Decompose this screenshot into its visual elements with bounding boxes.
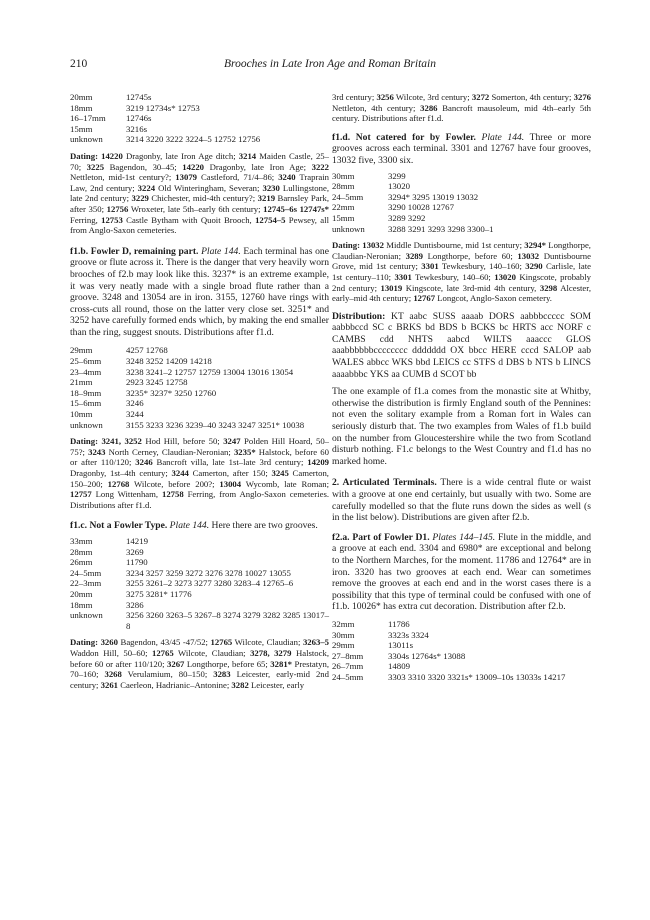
dating-paragraph: Dating: 3260 Bagendon, 43/45 -47/52; 12765 Wilcote, Claudian; 3263–5 Waddon Hill, 50–60; 12765 Wilcote, Claudian; 3278, 3279 Halstock, before 60 or after 110/120; 3267 Longthorpe, before 65; 3281* Prestatyn, 70–160; 3268 Verulamium, 80–150; 3283 Leicester, early-mid 2nd century; 3261 Caerleon, Hadrianic–Antonine; 3282 Leicester, early (70, 637, 329, 690)
size-row (332, 640, 591, 651)
size-cell: 22mm (332, 202, 355, 213)
size-cell: 26–7mm (332, 661, 364, 672)
size-row (332, 619, 591, 630)
size-row (70, 600, 329, 611)
size-cell: 30mm (332, 629, 355, 640)
size-row (70, 568, 329, 579)
catalogue-refs: 3256 3260 3263–5 3267–8 3274 3279 3282 3285 13017–8 (126, 610, 329, 631)
section-heading: f1.d. Not catered for by Fowler. (332, 131, 476, 143)
size-row (332, 202, 591, 213)
size-row (332, 181, 591, 192)
catalogue-refs: 3235* 3237* 3250 12760 (126, 387, 217, 398)
size-row (70, 345, 329, 356)
catalogue-refs: 3255 3261–2 3273 3277 3280 3283–4 12765–6 (126, 578, 294, 589)
size-cell: 18mm (70, 102, 93, 113)
running-head (70, 58, 590, 74)
size-cell: 28mm (70, 546, 93, 557)
size-cell: 20mm (70, 588, 93, 599)
catalogue-refs: 12746s (126, 113, 152, 124)
size-cell: 15–6mm (70, 398, 102, 409)
size-table (332, 171, 591, 235)
plate-reference: Plate 144. (169, 520, 210, 532)
size-row (70, 103, 329, 114)
size-row (332, 651, 591, 662)
size-cell: 25–6mm (70, 356, 102, 367)
size-row (70, 367, 329, 378)
catalogue-refs: 3323s 3324 (388, 629, 429, 640)
size-cell: 26mm (70, 557, 93, 568)
size-row (70, 578, 329, 589)
page-number: 210 (70, 58, 88, 70)
section-f1d (332, 132, 591, 167)
size-table (70, 536, 329, 631)
catalogue-refs: 3246 (126, 398, 144, 409)
size-row (70, 589, 329, 600)
left-column (70, 92, 329, 690)
size-cell: 29mm (70, 345, 93, 356)
section-heading: f2.a. Part of Fowler D1. (332, 531, 430, 543)
distribution-codes: KT aabc SUSS aaaab DORS aabbbccccc SOM aabbbccd SC c BRKS bd BDS b BCKS bc HRTS acc NORF c CAMBS cdd NHTS aabcd WILTS aaaccc GLOS aaabbbbbbcccccccc ddddddd OX bbcc HERE cccd SALOP aab WALES abbcc WKS bbd LEICS cc STFS d DBS b NTS b LINCS aaaabbbc YKS aa CUMB d SCOT bb (332, 310, 591, 380)
size-row (70, 92, 329, 103)
catalogue-refs: 3219 12734s* 12753 (126, 102, 200, 113)
size-cell: 24–5mm (332, 191, 364, 202)
distribution-label: Distribution: (332, 310, 386, 322)
dating-continuation: 3rd century; 3256 Wilcote, 3rd century; 3272 Somerton, 4th century; 3276 Nettleton, 4th century; 3286 Bancroft mausoleum, mid 4th–early 5th century. Distributions after f1.d. (332, 92, 591, 124)
section-f2a (332, 532, 591, 613)
catalogue-refs: 3248 3252 14209 14218 (126, 356, 212, 367)
size-row (332, 192, 591, 203)
section-f1c (70, 520, 329, 532)
size-row (332, 661, 591, 672)
size-row (70, 134, 329, 145)
size-row (70, 536, 329, 547)
catalogue-refs: 12745s (126, 92, 152, 102)
size-cell: 21mm (70, 377, 93, 388)
catalogue-refs: 13011s (388, 640, 414, 651)
size-row (332, 672, 591, 683)
size-row (70, 113, 329, 124)
right-column (332, 92, 591, 683)
dating-paragraph: Dating: 13032 Middle Duntisbourne, mid 1st century; 3294* Longthorpe, Claudian-Neronian; 3289 Longthorpe, before 60; 13032 Duntisbourne Grove, mid 1st century; 3301 Tewkesbury, 140–160; 3290 Carlisle, late 1st century–110; 3301 Tewkesbury, 140–60; 13020 Kingscote, probably 2nd century; 13019 Kingscote, late 3rd-mid 4th century, 3298 Alcester, early–mid 4th century; 12767 Longcot, Anglo-Saxon cemetery. (332, 240, 592, 304)
size-cell: unknown (70, 610, 103, 621)
catalogue-refs: 3238 3241–2 12757 12759 13004 13016 13054 (126, 366, 294, 377)
size-table (332, 619, 591, 683)
catalogue-refs: 3275 3281* 11776 (126, 588, 192, 599)
size-row (70, 420, 329, 431)
size-row (70, 398, 329, 409)
catalogue-refs: 13020 (388, 181, 410, 192)
section-body: Three or more grooves across each terminal. 3301 and 12767 have four grooves, 13032 five, 3300 six. (332, 131, 592, 166)
plate-reference: Plate 144. (201, 245, 241, 257)
size-row (70, 356, 329, 367)
section-body: Each terminal has one groove or flute across it. There is the danger that very heavily worn brooches of f2.b may look like this. 3237* is an extreme example, it was very neatly made with a single broad flute rather than a groove. 3248 and 13054 are in iron. 3155, 12760 have rings with cross-cuts all round, those on the latter very close set. 3251* and 3252 have carefully formed ends which, by making the end smaller than the ring, suggest snouts. Distributions after f1.d. (70, 245, 329, 338)
section-body: There is a wide central flute or waist with a groove at one end certainly, but usually with two. Some are carefully modelled so that the flute runs down the sides as well (s in the list below). Distributions are given after f2.b. (332, 477, 591, 524)
section-body: Flute in the middle, and a groove at each end. 3304 and 6980* are exceptional and belong to the Northern Marches, for the moment. 11786 and 12764* are in iron. 3320 has two grooves at each end. Wear can sometimes remove the grooves at each end and in the worst cases there is a possibility that this type of terminal could be confused with one of f1.b. 10026* has extra cut decoration. Distribution after f2.b. (332, 531, 592, 613)
section-f1b (70, 246, 329, 339)
catalogue-refs: 11786 (388, 618, 410, 629)
catalogue-refs: 14809 (388, 661, 410, 672)
section-2 (332, 477, 591, 523)
size-cell: 20mm (70, 92, 93, 102)
size-cell: 18–9mm (70, 387, 102, 398)
size-cell: 27–8mm (332, 650, 364, 661)
plate-reference: Plate 144. (481, 131, 525, 143)
size-row (70, 547, 329, 558)
size-cell: unknown (332, 223, 365, 234)
catalogue-refs: 3294* 3295 13019 13032 (388, 191, 479, 202)
size-cell: 32mm (332, 618, 355, 629)
catalogue-refs: 3303 3310 3320 3321s* 13009–10s 13033s 14217 (388, 671, 566, 682)
size-row (70, 610, 329, 631)
size-cell: 28mm (332, 181, 355, 192)
size-row (70, 388, 329, 399)
size-row (70, 409, 329, 420)
catalogue-refs: 3269 (126, 546, 144, 557)
size-cell: 16–17mm (70, 113, 106, 124)
size-row (332, 213, 591, 224)
size-cell: unknown (70, 419, 103, 430)
catalogue-refs: 3304s 12764s* 13088 (388, 650, 466, 661)
size-cell: 30mm (332, 170, 355, 181)
size-row (70, 124, 329, 135)
size-row (70, 557, 329, 568)
size-cell: 23–4mm (70, 366, 102, 377)
size-cell: 15mm (70, 123, 93, 134)
catalogue-refs: 3155 3233 3236 3239–40 3243 3247 3251* 10038 (126, 419, 305, 430)
catalogue-refs: 3286 (126, 599, 144, 610)
book-title: Brooches in Late Iron Age and Roman Britain (224, 58, 436, 70)
section-heading: f1.c. Not a Fowler Type. (70, 520, 168, 532)
size-row (332, 224, 591, 235)
section-body: Here there are two grooves. (211, 520, 318, 532)
size-cell: 33mm (70, 535, 93, 546)
catalogue-refs: 3290 10028 12767 (388, 202, 454, 213)
catalogue-refs: 3299 (388, 170, 406, 181)
size-cell: 24–5mm (332, 671, 364, 682)
size-table (70, 92, 329, 145)
size-cell: 18mm (70, 599, 93, 610)
catalogue-refs: 3244 (126, 409, 144, 420)
catalogue-refs: 11790 (126, 557, 148, 568)
discussion-paragraph: The one example of f1.a comes from the monastic site at Whitby, otherwise the distribution is firmly England south of the Pennines: not even the solitary example from a Roman fort in Wales can seriously disturb that. The two examples from Wales of f1.b build on the number from Gloucestershire while the two from Scotland disturb nothing. F1.c belongs to the West Country and f1.d has no marked home. (332, 386, 591, 467)
dating-paragraph: Dating: 14220 Dragonby, late Iron Age ditch; 3214 Maiden Castle, 25–70; 3225 Bagendon, 30–45; 14220 Dragonby, late Iron Age; 3222 Nettleton, mid-1st century?; 13079 Castleford, 71/4–86; 3240 Traprain Law, 2nd century; 3224 Old Winteringham, Severan; 3230 Lullingstone, late 2nd century; 3229 Chichester, mid-4th century?; 3219 Barnsley Park, after 350; 12756 Wroxeter, late 5th–early 6th century; 12745–6s 12747s* Ferring, 12753 Castle Bytham with Quoit Brooch, 12754–5 Pewsey, all from Anglo-Saxon cemeteries. (70, 150, 330, 236)
catalogue-refs: 3234 3257 3259 3272 3276 3278 10027 13055 (126, 567, 291, 578)
size-row (332, 630, 591, 641)
catalogue-refs: 2923 3245 12758 (126, 377, 188, 388)
size-cell: 15mm (332, 212, 355, 223)
size-cell: 10mm (70, 409, 93, 420)
catalogue-refs: 4257 12768 (126, 345, 168, 356)
size-row (332, 171, 591, 182)
size-table (70, 345, 329, 430)
size-cell: 22–3mm (70, 578, 102, 589)
size-cell: 24–5mm (70, 567, 102, 578)
section-heading: 2. Articulated Terminals. (332, 477, 437, 489)
catalogue-refs: 14219 (126, 535, 148, 546)
catalogue-refs: 3214 3220 3222 3224–5 12752 12756 (126, 134, 261, 145)
size-cell: unknown (70, 134, 103, 145)
catalogue-refs: 3288 3291 3293 3298 3300–1 (388, 223, 494, 234)
catalogue-refs: 3289 3292 (388, 212, 426, 223)
dating-paragraph: Dating: 3241, 3252 Hod Hill, before 50; 3247 Polden Hill Hoard, 50–75?; 3243 North Cerney, Claudian-Neronian; 3235* Halstock, before 60 or after 110/120; 3246 Bancroft villa, late 1st–late 3rd century; 14209 Dragonby, 1st–4th century; 3244 Camerton, after 150; 3245 Camerton, 150–200; 12768 Wilcote, before 200?; 13004 Wycomb, late Roman; 12757 Long Wittenham, 12758 Ferring, from Anglo-Saxon cemeteries. Distributions after f1.d. (70, 436, 330, 510)
section-heading: f1.b. Fowler D, remaining part. (70, 245, 199, 257)
catalogue-refs: 3216s (126, 123, 148, 134)
size-row (70, 377, 329, 388)
distribution-paragraph (332, 311, 591, 381)
size-cell: 29mm (332, 640, 355, 651)
plate-reference: Plates 144–145. (432, 531, 496, 543)
